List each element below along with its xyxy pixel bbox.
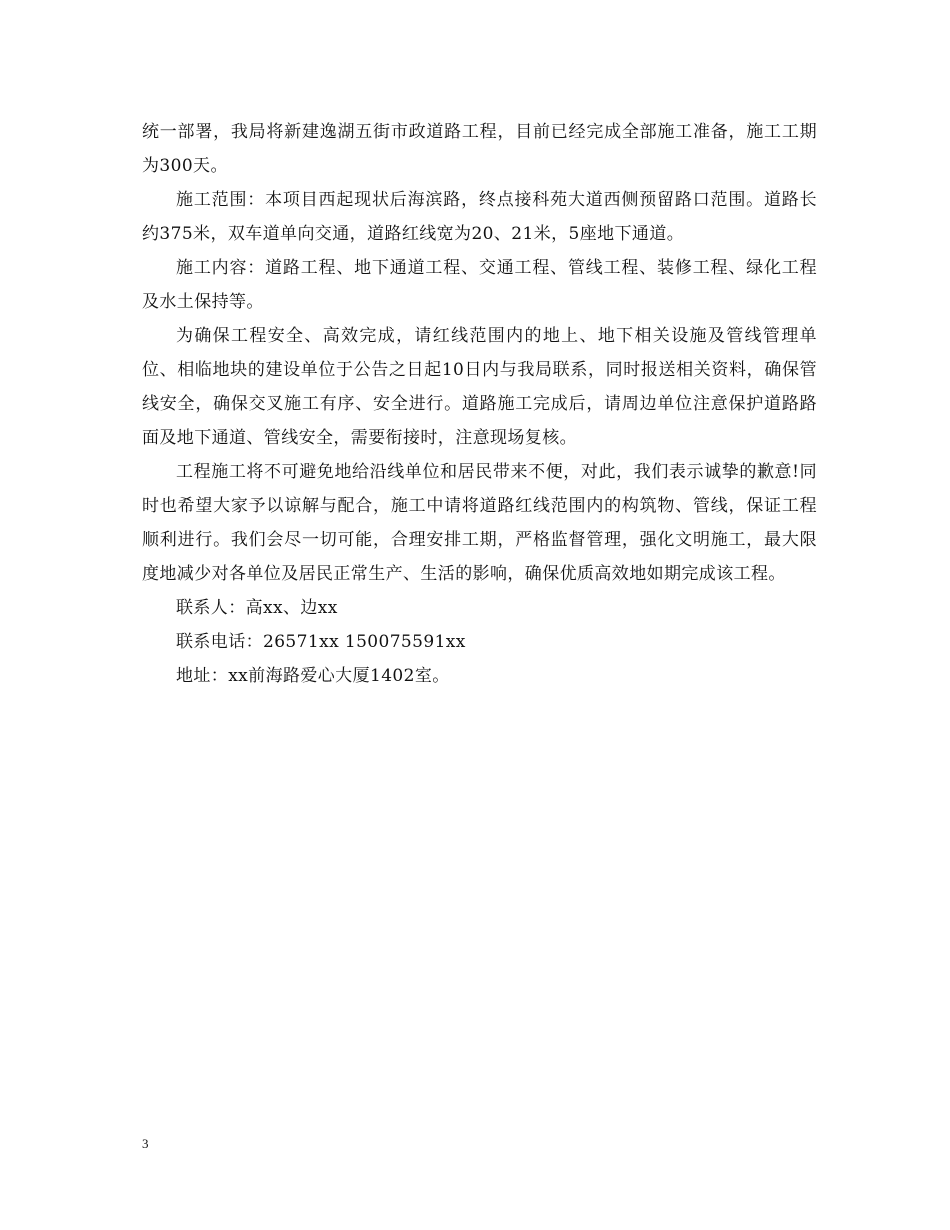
paragraph-apology: 工程施工将不可避免地给沿线单位和居民带来不便，对此，我们表示诚挚的歉意!同时也希望大家予以谅解与配合，施工中请将道路红线范围内的构筑物、管线，保证工程顺利进行。我们会尽一切可能，合理安排工期，严格监督管理，强化文明施工，最大限度地减少对各单位及居民正常生产、生活的影响，确保优质高效地如期完成该工程。 [142, 462, 817, 584]
paragraph-scope: 施工范围：本项目西起现状后海滨路，终点接科苑大道西侧预留路口范围。道路长约375米，双车道单向交通，道路红线宽为20、21米，5座地下通道。 [142, 190, 817, 244]
page-number: 3 [142, 1136, 149, 1151]
document-body [142, 115, 817, 693]
contact-person: 联系人：高xx、边xx [176, 598, 338, 618]
address: 地址：xx前海路爱心大厦1402室。 [176, 666, 450, 686]
paragraph-content: 施工内容：道路工程、地下通道工程、交通工程、管线工程、装修工程、绿化工程及水土保持等。 [142, 258, 817, 312]
paragraph-intro: 统一部署，我局将新建逸湖五街市政道路工程，目前已经完成全部施工准备，施工工期为300天。 [142, 122, 817, 176]
paragraph-safety-request: 为确保工程安全、高效完成，请红线范围内的地上、地下相关设施及管线管理单位、相临地块的建设单位于公告之日起10日内与我局联系，同时报送相关资料，确保管线安全，确保交叉施工有序、安全进行。道路施工完成后，请周边单位注意保护道路路面及地下通道、管线安全，需要衔接时，注意现场复核。 [142, 326, 817, 448]
contact-phone: 联系电话：26571xx 150075591xx [176, 632, 466, 652]
